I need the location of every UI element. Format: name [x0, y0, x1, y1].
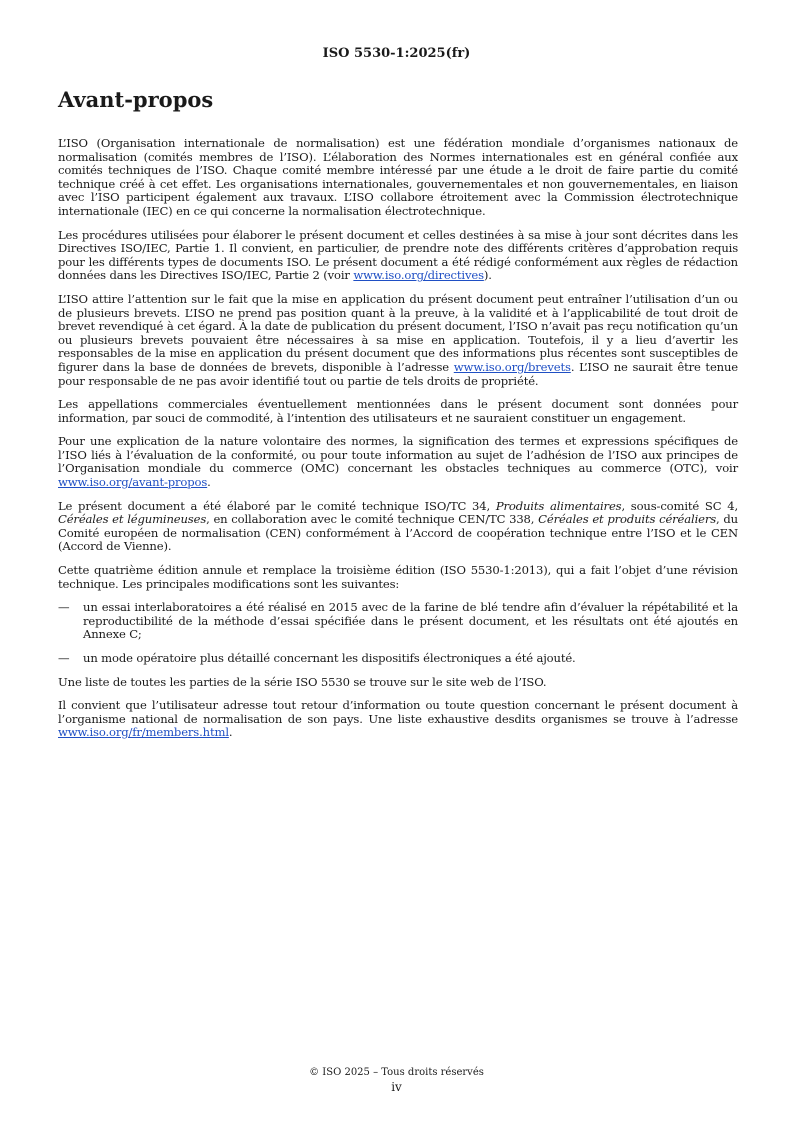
link-members[interactable]: www.iso.org/fr/members.html — [58, 725, 229, 740]
committee-italic-1: Produits alimentaires — [495, 498, 622, 513]
paragraph-text-end: ). — [483, 268, 492, 283]
paragraph-edition: Cette quatrième édition annule et remplace la troisième édition (ISO 5530-1:2013), qui a fait l’objet d’une révision technique. Les principales modifications sont les suivantes: — [58, 563, 738, 591]
committee-text-4: , du Comité européen de normalisation (CEN) conformément à l’Accord de coopération technique entre l’ISO et le CEN (Accord de Vienne). — [58, 512, 738, 554]
section-title: Avant-propos — [58, 87, 214, 112]
link-brevets[interactable]: www.iso.org/brevets — [453, 359, 571, 374]
paragraph-trade-names: Les appellations commerciales éventuellement mentionnées dans le présent document sont données pour information, par souci de commodité, à l’intention des utilisateurs et ne sauraient constituer un engagement. — [58, 397, 738, 425]
page-content — [58, 87, 738, 750]
committee-italic-2: Céréales et légumineuses — [58, 512, 207, 527]
paragraph-text: L’ISO attire l’attention sur le fait que la mise en application du présent document peut entraîner l’utilisation d’un ou de plusieurs brevets. L’ISO ne prend pas position quant à la preuve, à la validité et à l’applicabilité de tout droit de brevet revendiqué à cet égard. À la date de publication du présent document, l’ISO n’avait pas reçu notification qu’un ou plusieurs brevets pouvaient être nécessaires à sa mise en application. Toutefois, il y a lieu d’avertir les responsables de la mise en application du présent document que des informations plus récentes sont susceptibles de figurer dans la base de données de brevets, disponible à l’adresse — [58, 291, 738, 374]
paragraph-voluntary-nature — [58, 435, 738, 489]
committee-text-3: , en collaboration avec le comité technique CEN/TC 338, — [206, 512, 539, 527]
list-item — [58, 652, 738, 666]
list-item-text: un essai interlaboratoires a été réalisé en 2015 avec de la farine de blé tendre afin d’évaluer la répétabilité et la reproductibilité de la méthode d’essai spécifiée dans le présent document, et les résultats ont été ajoutés en Annexe C; — [83, 600, 738, 642]
paragraph-text: Il convient que l’utilisateur adresse tout retour d’information ou toute question concernant le présent document à l’organisme national de normalisation de son pays. Une liste exhaustive desdits organismes se trouve à l’adresse — [58, 698, 738, 726]
committee-text-2: , sous-comité SC 4, — [621, 498, 738, 513]
page-number: iv — [391, 1080, 402, 1094]
list-item — [58, 601, 738, 642]
committee-italic-3: Céréales et produits céréaliers — [538, 512, 717, 527]
paragraph-text: Pour une explication de la nature volontaire des normes, la signification des termes et expressions spécifiques de l’ISO liés à l’évaluation de la conformité, ou pour toute information au sujet de l’adhésion de l’ISO aux principes de l’Organisation mondiale du commerce (OMC) concernant les obstacles techniques au commerce (OTC), voir — [58, 434, 738, 476]
page-footer — [0, 1066, 793, 1094]
paragraph-text-end: . — [207, 475, 211, 490]
paragraph-text-end: . — [228, 725, 233, 740]
dash-bullet: — — [58, 651, 70, 665]
paragraph-series-parts: Une liste de toutes les parties de la série ISO 5530 se trouve sur le site web de l’ISO. — [58, 674, 547, 689]
link-avant-propos[interactable]: www.iso.org/avant-propos — [58, 475, 208, 490]
paragraph-feedback — [58, 699, 738, 740]
list-item-text: un mode opératoire plus détaillé concernant les dispositifs électroniques a été ajouté. — [83, 651, 576, 665]
dash-bullet: — — [58, 600, 70, 615]
paragraph-committee — [58, 500, 738, 554]
committee-text-1: Le présent document a été élaboré par le comité technique ISO/TC 34, — [58, 498, 496, 513]
link-directives[interactable]: www.iso.org/directives — [353, 268, 484, 283]
paragraph-procedures — [58, 229, 738, 283]
paragraph-text: Les procédures utilisées pour élaborer le présent document et celles destinées à sa mise à jour sont décrites dans les Directives ISO/IEC, Partie 1. Il convient, en particulier, de prendre note des différents critères d’approbation requis pour les différents types de documents ISO. Le présent document a été rédigé conformément aux règles de rédaction données dans les Directives ISO/IEC, Partie 2 (voir — [58, 227, 738, 283]
copyright-notice: © ISO 2025 – Tous droits réservés — [309, 1067, 484, 1078]
paragraph-text-end: . L’ISO ne saurait être tenue pour responsable de ne pas avoir identifié tout ou partie de tels droits de propriété. — [58, 359, 739, 388]
paragraph-iso-intro: L’ISO (Organisation internationale de normalisation) est une fédération mondiale d’organismes nationaux de normalisation (comités membres de l’ISO). L’élaboration des Normes internationales est en général confiée aux comités techniques de l’ISO. Chaque comité membre intéressé par une étude a le droit de faire partie du comité technique créé à cet effet. Les organisations internationales, gouvernementales et non gouvernementales, en liaison avec l’ISO participent également aux travaux. L’ISO collabore étroitement avec la Commission électrotechnique internationale (IEC) en ce qui concerne la normalisation électrotechnique. — [58, 136, 738, 218]
paragraph-patents — [58, 293, 738, 388]
document-id-header: ISO 5530-1:2025(fr) — [322, 46, 471, 61]
